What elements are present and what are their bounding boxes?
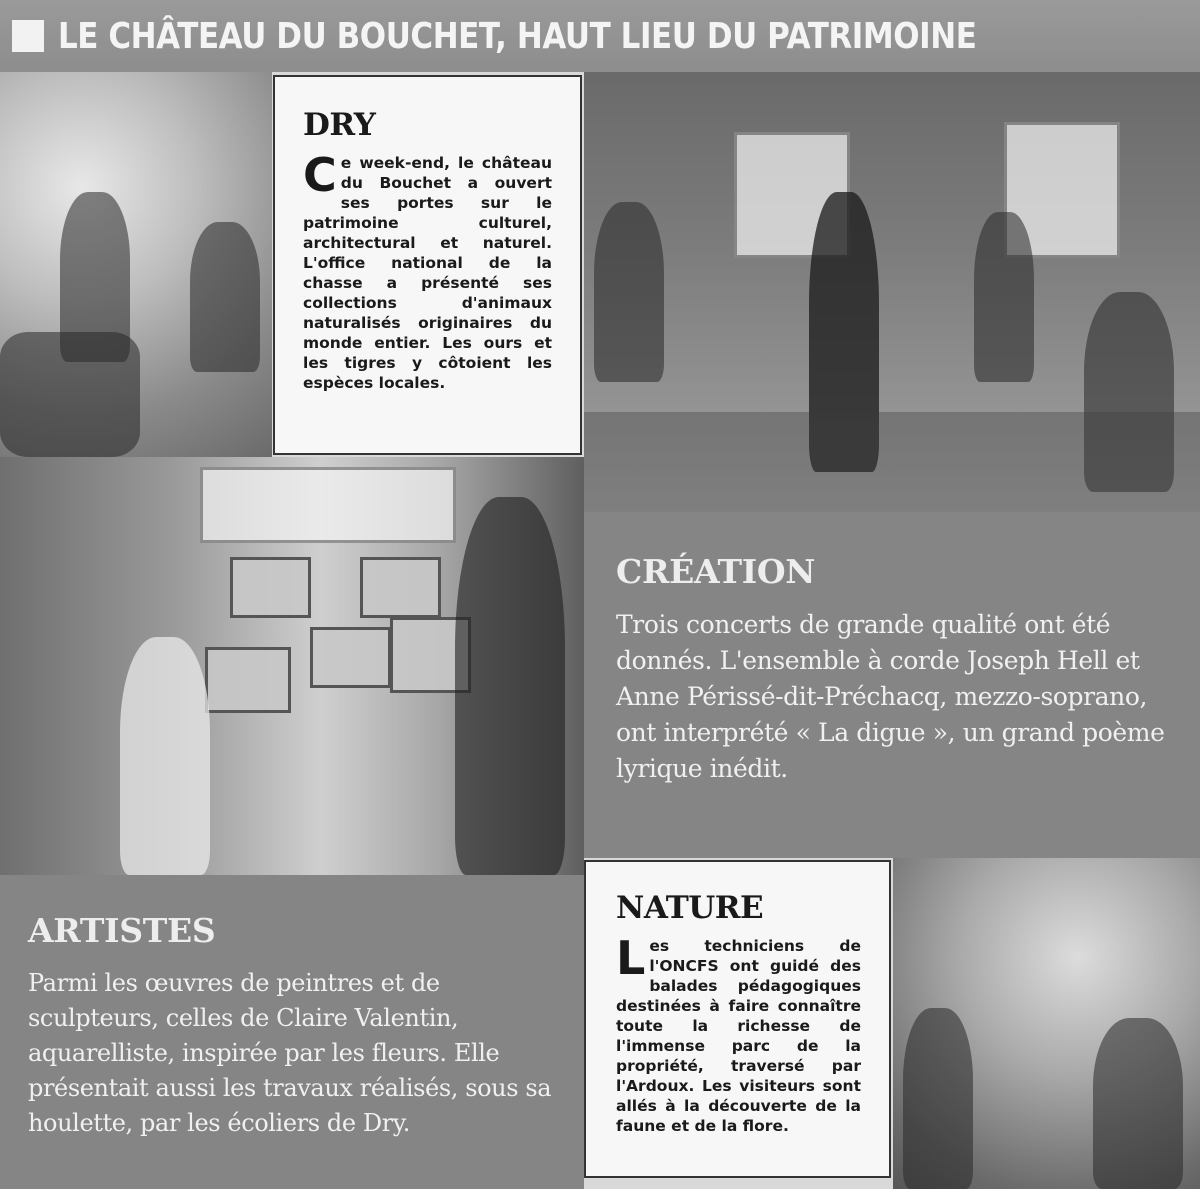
creation-heading: CRÉATION [616,552,816,591]
photo-child [120,637,210,875]
creation-body: Trois concerts de grande qualité ont été donnés. L'ensemble à corde Joseph Hell et Anne Périssé-dit-Préchacq, mezzo-soprano, ont interprété « La digue », un grand poème lyrique inédit. [616,610,1165,783]
photo-nature-walk [893,858,1200,1189]
dry-heading: DRY [303,107,376,143]
nature-body: es techniciens de l'ONCFS ont guidé des balades pédagogiques destinées à faire connaître toute la richesse de l'immense parc de la propriété, traversé par l'Ardoux. Les visiteurs sont allés à la découverte de la faune et de la flore. [616,937,861,1135]
photo-painting [360,557,441,618]
photo-exhibition [0,457,584,875]
photo-concert [584,72,1200,512]
dry-text [303,148,552,393]
artistes-heading: ARTISTES [28,911,216,950]
headline-bar [0,0,1200,72]
photo-foreground [0,332,140,457]
photo-figure [190,222,260,372]
dry-body: e week-end, le château du Bouchet a ouvert ses portes sur le patrimoine culturel, architectural et naturel. L'office national de la chasse a présenté ses collections d'animaux naturalisés originaires du monde entier. Les ours et les tigres y côtoient les espèces locales. [303,154,552,392]
article-box-nature [584,860,891,1178]
photo-painting [310,627,391,688]
article-box-creation [584,512,1200,858]
photo-painting [205,647,291,713]
photo-violinist [594,202,664,382]
nature-heading: NATURE [616,890,764,926]
page-title: LE CHÂTEAU DU BOUCHET, HAUT LIEU DU PATRIMOINE [58,15,977,57]
photo-woman [455,497,565,875]
artistes-body: Parmi les œuvres de peintres et de sculpteurs, celles de Claire Valentin, aquarelliste, inspirée par les fleurs. Elle présentait aussi les travaux réalisés, sous sa houlette, par les écoliers de Dry. [28,969,552,1137]
photo-window [200,467,456,543]
square-bullet-icon [12,20,44,52]
nature-text [616,931,861,1136]
photo-guide [903,1008,973,1189]
photo-carpet [584,412,1200,512]
nature-dropcap: L [616,931,646,985]
article-box-artistes [0,875,584,1189]
photo-painting [230,557,311,618]
dry-dropcap: C [303,148,337,202]
article-box-dry [273,75,582,455]
photo-visitors [1093,1018,1183,1189]
photo-taxidermy-workshop [0,72,272,457]
photo-violinist [974,212,1034,382]
